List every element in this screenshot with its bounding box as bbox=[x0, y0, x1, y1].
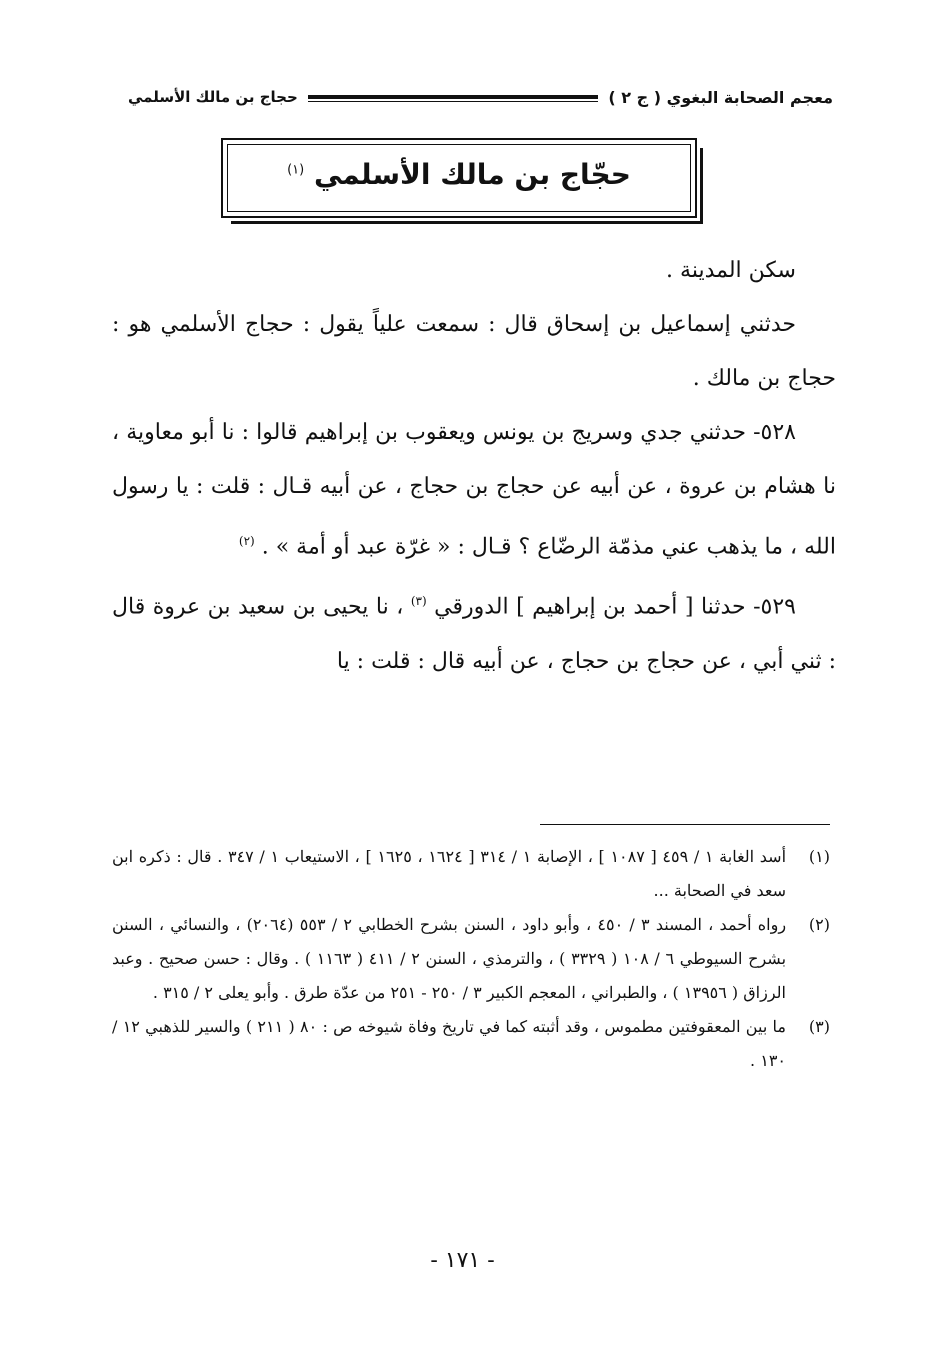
hadith-528 bbox=[112, 406, 836, 574]
hadith-529-footnote-ref: (٣) bbox=[410, 594, 427, 609]
title-frame bbox=[221, 138, 697, 218]
entry-title-text: حجّاج بن مالك الأسلمي bbox=[313, 158, 631, 191]
hadith-529 bbox=[112, 574, 836, 688]
hadith-528-text: ٥٢٨- حدثني جدي وسريج بن يونس ويعقوب بن إبراهيم قالوا : نا أبو معاوية ، نا هشام بن عروة ، عن أبيه عن حجاج بن حجاج ، عن أبيه قـال : قلت : يا رسول الله ، ما يذهب عني مذمّة الرضّاع ؟ قـال : « غرّة عبد أو أمة » . bbox=[112, 420, 836, 560]
footnote-number: (١) bbox=[808, 847, 830, 866]
body-text bbox=[112, 244, 836, 689]
hadith-529-text-end: ، نا يحيى بن سعيد بن عروة قال : ثني أبي ، عن حجاج بن حجاج ، عن أبيه قال : قلت : يا bbox=[112, 594, 836, 674]
page-number: - ١٧١ - bbox=[430, 1248, 495, 1273]
footnote-1 bbox=[112, 840, 830, 908]
footnote-2 bbox=[112, 908, 830, 1010]
hadith-528-footnote-ref: (٢) bbox=[238, 534, 255, 548]
footnote-text: ما بين المعقوفتين مطموس ، وقد أثبته كما في تاريخ وفاة شيوخه ص : ٨٠ ( ٢١١ ) والسير للذهبي ١٢ / ١٣٠ . bbox=[112, 1017, 787, 1070]
hadith-529-text-start: ٥٢٩- حدثنا [ أحمد بن إبراهيم ] الدورقي bbox=[434, 594, 796, 620]
footnote-text: أسد الغابة ١ / ٤٥٩ [ ١٠٨٧ ] ، الإصابة ١ / ٣١٤ [ ١٦٢٤ ، ١٦٢٥ ] ، الاستيعاب ١ / ٣٤٧ . قال : ذكره ابن سعد في الصحابة ... bbox=[112, 847, 787, 900]
header-rule bbox=[308, 95, 599, 99]
footnote-text: رواه أحمد ، المسند ٣ / ٤٥٠ ، وأبو داود ، السنن بشرح الخطابي ٢ / ٥٥٣ (٢٠٦٤) ، والنسائي ، السنن بشرح السيوطي ٦ / ١٠٨ ( ٣٣٢٩ ) ، والترمذي ، السنن ٢ / ٤١١ ( ١١٦٣ ) . وقال : حسن صحيح . وعبد الرزاق ( ١٣٩٥٦ ) ، والطبراني ، المعجم الكبير ٣ / ٢٥٠ - ٢٥١ من عدّة طرق . وأبو يعلى ٢ / ٣١٥ . bbox=[112, 915, 787, 1002]
header-book-title: معجم الصحابة البغوي ( ج ٢ ) bbox=[608, 87, 833, 107]
footnote-3 bbox=[112, 1010, 830, 1078]
footnotes bbox=[112, 840, 830, 1078]
paragraph-residence: سكن المدينة . bbox=[666, 258, 796, 283]
entry-title bbox=[223, 158, 695, 191]
running-header bbox=[128, 80, 833, 114]
footnote-number: (٢) bbox=[808, 915, 830, 934]
footnote-separator bbox=[540, 824, 830, 825]
paragraph-identity: حدثني إسماعيل بن إسحاق قال : سمعت علياً يقول : حجاج الأسلمي هو : حجاج بن مالك . bbox=[112, 312, 836, 391]
header-chapter-title: حجاج بن مالك الأسلمي bbox=[128, 88, 298, 106]
footnote-number: (٣) bbox=[808, 1017, 830, 1036]
title-footnote-ref: (١) bbox=[287, 162, 305, 178]
